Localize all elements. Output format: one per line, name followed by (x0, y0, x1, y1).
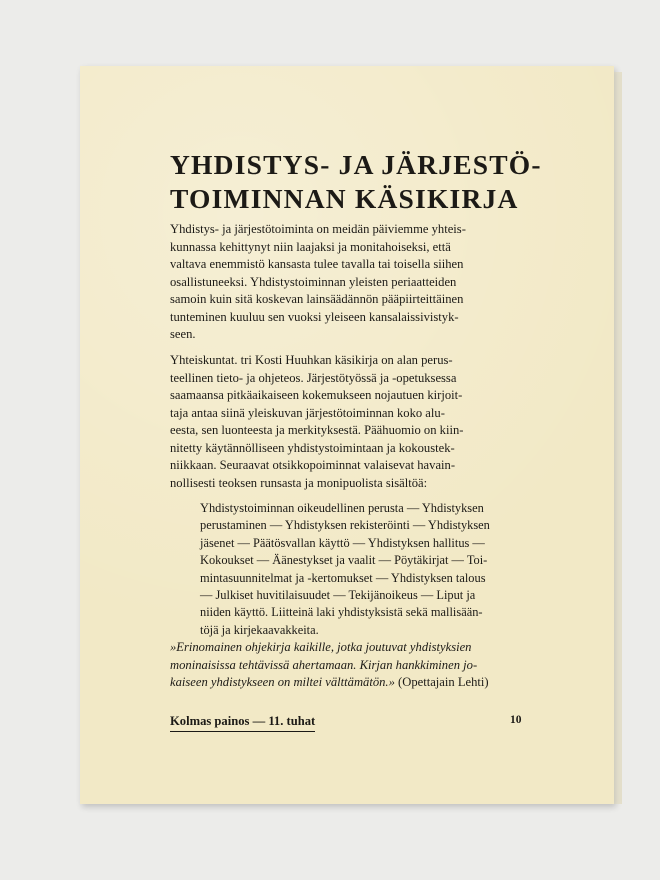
text-line: niikkaan. Seuraavat otsikkopoiminnat valaisevat havain- (170, 458, 456, 472)
text-line: nitetty käytännölliseen yhdistystoimintaan ja kokoustek- (170, 440, 455, 455)
intro-paragraph (170, 221, 602, 344)
text-line: kunnassa kehittynyt niin laajaksi ja monitahoiseksi, että (170, 239, 451, 254)
quote-source: (Opettajain Lehti) (394, 675, 489, 689)
review-quote (170, 639, 602, 692)
quote-line: »Erinomainen ohjekirja kaikille, jotka joutuvat yhdistyksien (170, 640, 472, 654)
text-line: niiden käyttö. Liitteinä laki yhdistyksistä sekä mallisään- (200, 605, 483, 620)
description-paragraph (170, 352, 602, 492)
text-line: Yhdistys- ja järjestötoiminta on meidän päiviemme yhteis- (170, 222, 466, 236)
title-line: TOIMINNAN KÄSIKIRJA (170, 183, 519, 214)
text-line: Kokoukset — Äänestykset ja vaalit — Pöytäkirjat — Toi- (200, 553, 488, 568)
text-line: osallistuneeksi. Yhdistystoiminnan yleisten periaatteiden (170, 274, 457, 289)
price-code: 10 (510, 714, 522, 726)
text-line: samoin kuin sitä koskevan lainsäädännön pääpiirteittäinen (170, 292, 464, 306)
text-line: tunteminen kuuluu sen vuoksi yleiseen kansalaissivistyk- (170, 309, 459, 324)
text-line: perustaminen — Yhdistyksen rekisteröinti — Yhdistyksen (200, 518, 490, 533)
text-line: mintasuunnitelmat ja -kertomukset — Yhdistyksen talous (200, 570, 486, 585)
text-line: saamaansa pitkäaikaiseen kokemukseen nojautuen kirjoit- (170, 388, 463, 402)
text-line: jäsenet — Päätösvallan käyttö — Yhdistyksen hallitus — (200, 535, 485, 550)
book-back-cover (80, 66, 614, 804)
text-line: teellinen tieto- ja ohjeteos. Järjestötyössä ja -opetuksessa (170, 370, 457, 385)
text-line: Yhdistystoiminnan oikeudellinen perusta — Yhdistyksen (200, 501, 484, 515)
text-line: töjä ja kirjekaavakkeita. (200, 622, 319, 637)
quote-line: moninaisissa tehtävissä ahertamaan. Kirjan hankkiminen jo- (170, 657, 478, 672)
text-line: eesta, sen luonteesta ja merkityksestä. Päähuomio on kiin- (170, 423, 464, 437)
text-line: seen. (170, 327, 196, 341)
quote-line: kaiseen yhdistykseen on miltei välttämätön.» (Opettajain Lehti) (170, 675, 489, 689)
text-line: — Julkiset huvitilaisuudet — Tekijänoikeus — Liput ja (200, 588, 476, 603)
contents-excerpt (200, 500, 602, 639)
text-line: nollisesti teoksen runsasta ja monipuolista sisältöä: (170, 475, 428, 490)
title-line: YHDISTYS- JA JÄRJESTÖ- (170, 149, 542, 180)
text-line: valtava enemmistö kansasta tulee tavalla tai toisella siihen (170, 257, 464, 271)
edition-info: Kolmas painos — 11. tuhat (170, 714, 315, 732)
text-line: taja antaa siinä yleiskuvan järjestötoiminnan koko alu- (170, 405, 445, 420)
book-title (170, 148, 590, 216)
text-line: Yhteiskuntat. tri Kosti Huuhkan käsikirja on alan perus- (170, 353, 453, 367)
